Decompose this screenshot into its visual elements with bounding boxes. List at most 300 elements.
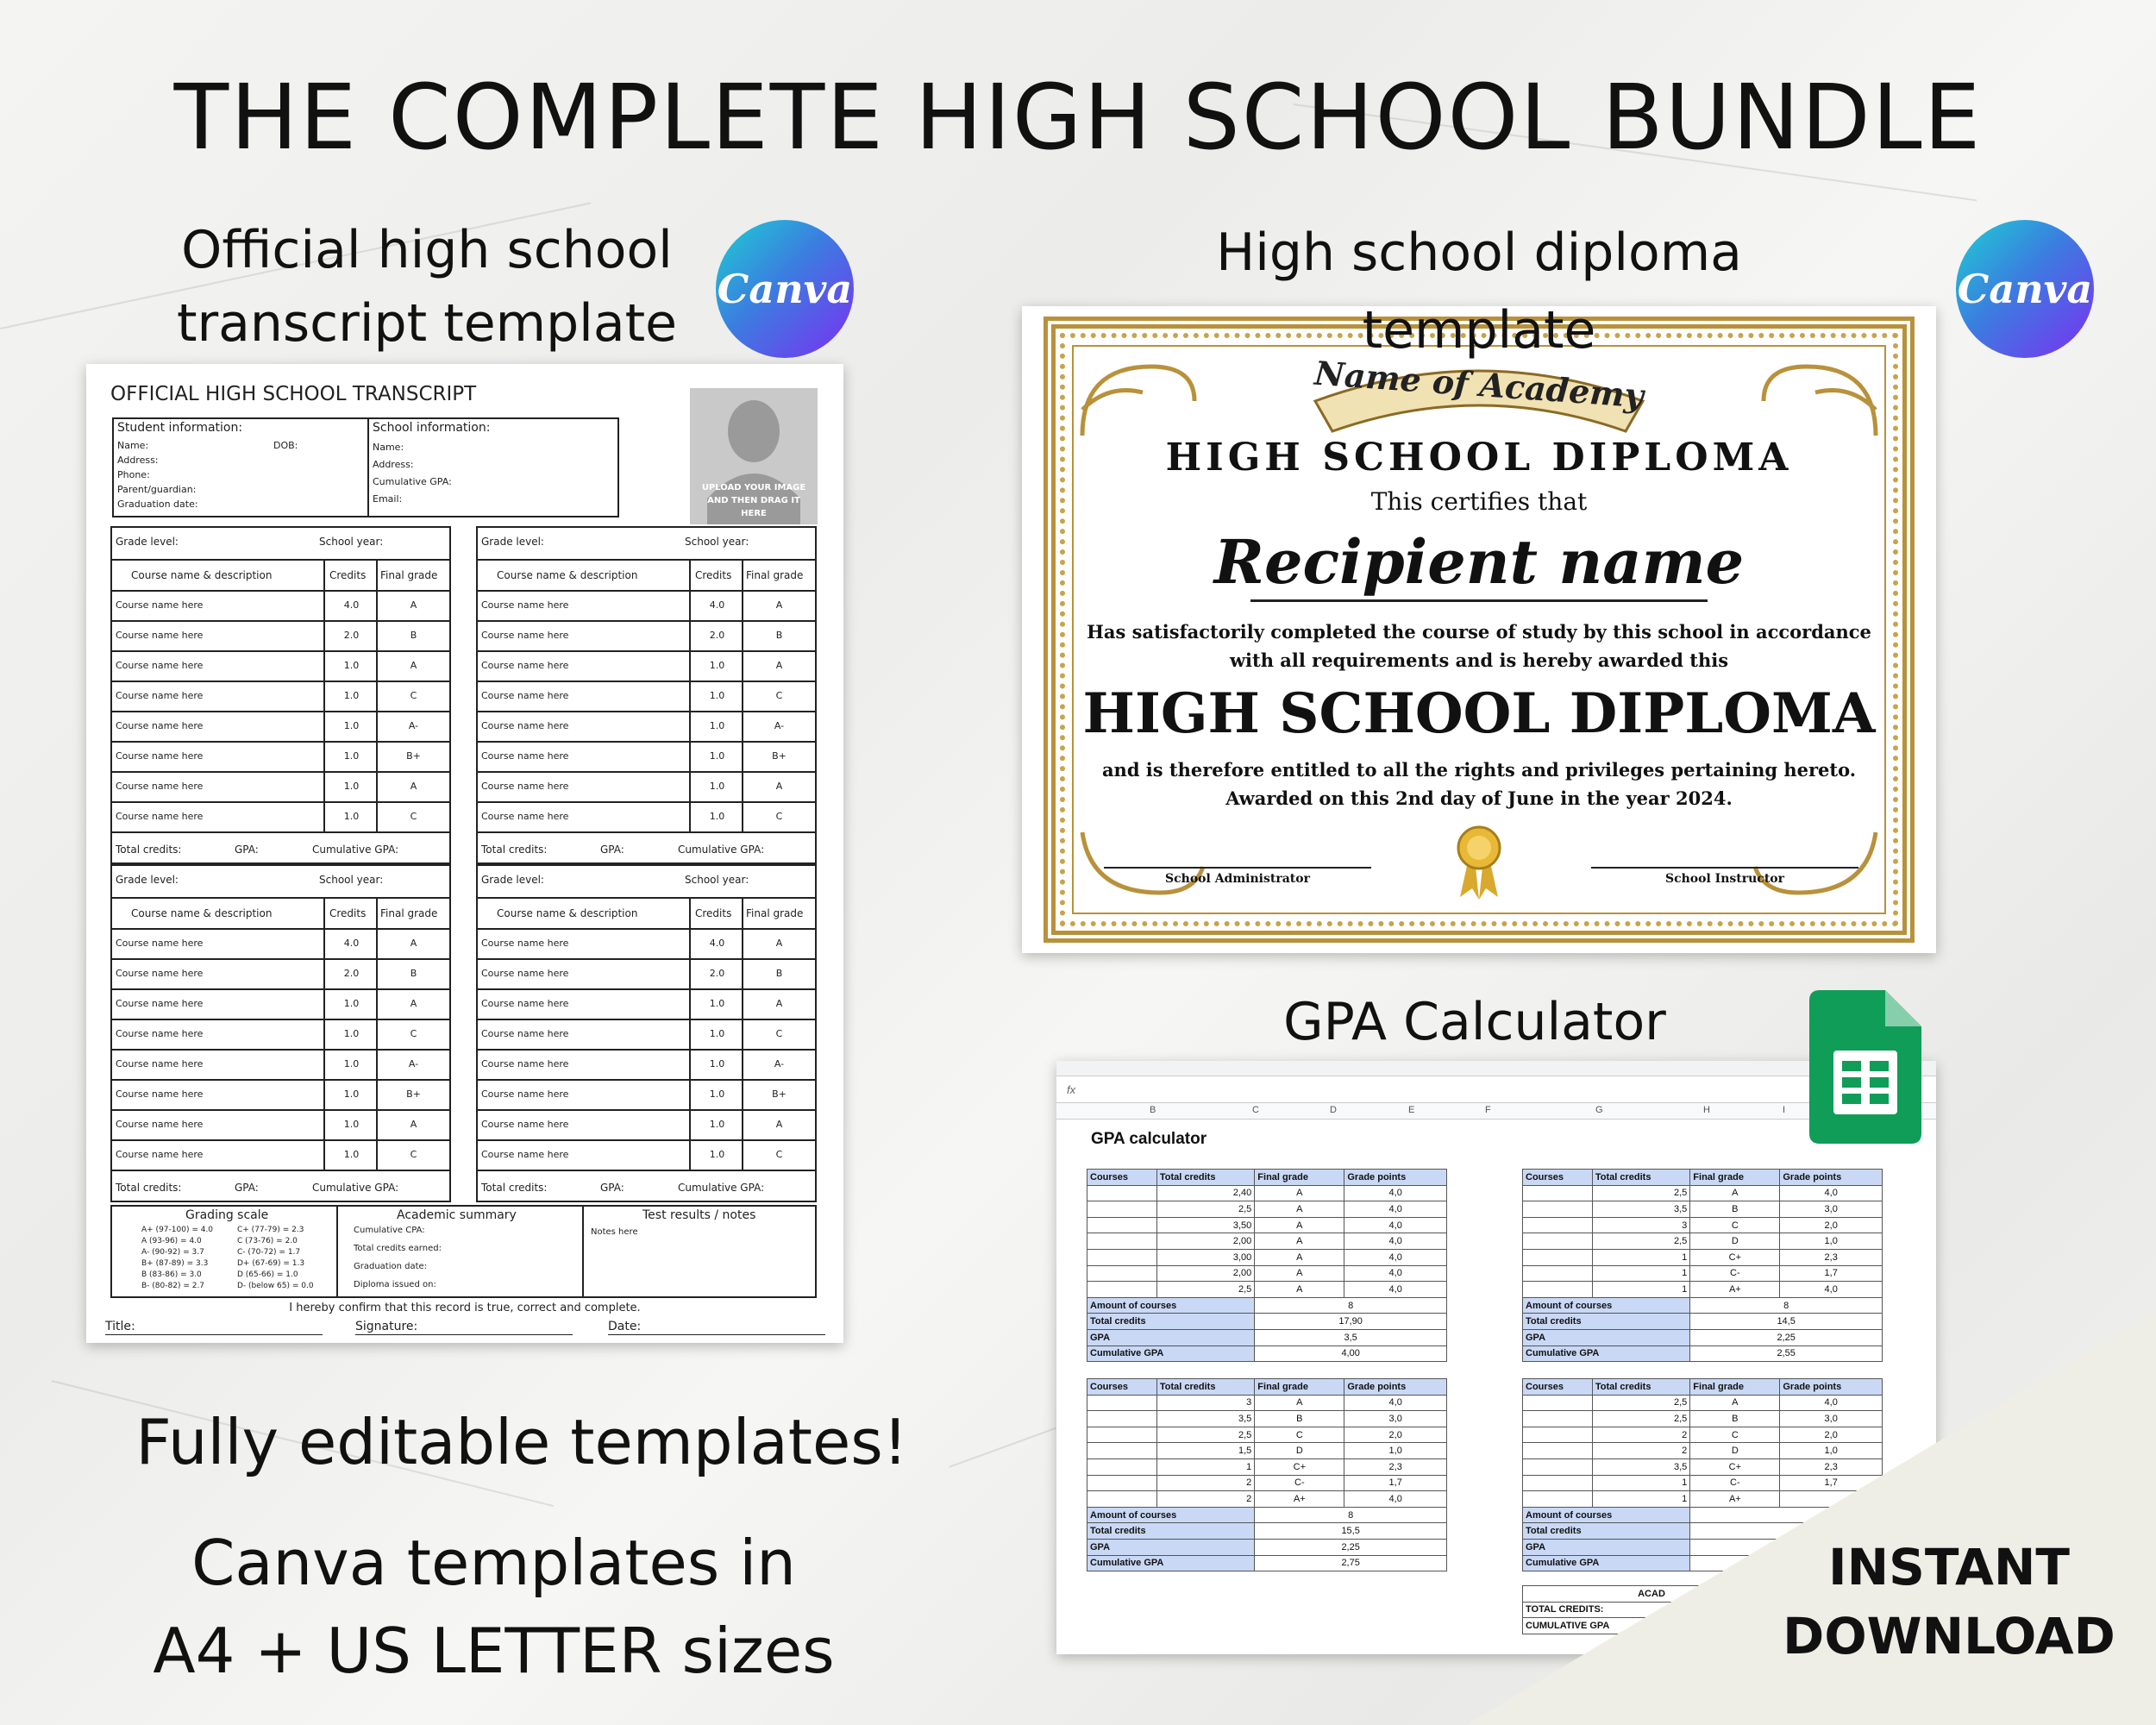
summary-label: GPA (1523, 1539, 1690, 1555)
course-grade: C (410, 690, 417, 701)
course-credits: 1.0 (709, 781, 725, 792)
value-cell: D (1255, 1443, 1344, 1459)
column-header: Total credits (1592, 1379, 1689, 1396)
course-credits: 4.0 (343, 938, 360, 949)
course-credits: 1.0 (709, 811, 725, 822)
course-credits: 1.0 (709, 660, 725, 671)
table-row (1087, 1282, 1447, 1298)
table-row (478, 1020, 815, 1051)
value-cell: A (1255, 1185, 1344, 1201)
value-cell: 4,0 (1344, 1185, 1447, 1201)
column-header: Courses (1087, 1379, 1157, 1396)
value-cell: 2 (1156, 1475, 1254, 1491)
summary-label: Cumulative GPA (1087, 1346, 1255, 1362)
value-cell: 3,0 (1344, 1411, 1447, 1427)
value-cell: 2,0 (1780, 1427, 1883, 1443)
course-credits: 1.0 (709, 720, 725, 731)
course-cell (1087, 1185, 1157, 1201)
course-name: Course name here (481, 660, 569, 671)
table-row (112, 743, 449, 773)
course-cell (1087, 1233, 1157, 1250)
value-cell: C (1690, 1427, 1780, 1443)
value-cell: 2,5 (1592, 1233, 1689, 1250)
course-name: Course name here (481, 630, 569, 641)
summary-value: 8 (1255, 1297, 1447, 1314)
course-credits: 1.0 (343, 811, 360, 822)
table-row (112, 1081, 449, 1111)
value-cell: 4,0 (1344, 1491, 1447, 1508)
course-name: Course name here (481, 599, 569, 611)
value-cell: 2,0 (1344, 1427, 1447, 1443)
value-cell: 2,5 (1592, 1185, 1689, 1201)
course-name: Course name here (481, 750, 569, 762)
course-name: Course name here (116, 1119, 204, 1130)
course-grade: C (775, 690, 783, 701)
course-name: Course name here (116, 630, 204, 641)
school-year-label: School year: (685, 874, 749, 886)
grade-level-label: Grade level: (481, 536, 544, 548)
grade-level-label: Grade level: (116, 536, 179, 548)
value-cell: 2 (1156, 1491, 1254, 1508)
course-credits: 1.0 (343, 1119, 360, 1130)
diploma-title: HIGH SCHOOL DIPLOMA (1165, 436, 1793, 480)
table-row (478, 622, 815, 652)
col-grade: Final grade (746, 569, 804, 581)
column-header: Total credits (1156, 1170, 1254, 1186)
total-credits-label: Total credits: (481, 1182, 548, 1194)
table-row (1523, 1265, 1883, 1282)
course-name: Course name here (116, 720, 204, 731)
course-grade: A (775, 781, 783, 792)
col-grade: Final grade (380, 569, 438, 581)
col-course: Course name & description (131, 907, 273, 919)
course-cell (1523, 1201, 1593, 1218)
table-row (112, 803, 449, 833)
transcript-heading: transcript template (176, 293, 678, 354)
course-credits: 1.0 (709, 1088, 725, 1100)
table-row (478, 960, 815, 990)
course-credits: 1.0 (709, 1028, 725, 1039)
gpa-label: GPA: (600, 1182, 624, 1194)
course-credits: 4.0 (709, 599, 725, 611)
course-name: Course name here (116, 1088, 204, 1100)
course-cell (1087, 1282, 1157, 1298)
value-cell: 3,50 (1156, 1217, 1254, 1233)
table-row (478, 803, 815, 833)
col-course: Course name & description (497, 907, 638, 919)
value-cell: 1,7 (1344, 1475, 1447, 1491)
col-credits: Credits (329, 569, 367, 581)
summary-value: 2,25 (1690, 1329, 1883, 1346)
course-grade: C (775, 1028, 783, 1039)
value-cell: C- (1255, 1475, 1344, 1491)
transcript-title: OFFICIAL HIGH SCHOOL TRANSCRIPT (110, 383, 477, 405)
value-cell: 4,0 (1344, 1233, 1447, 1250)
summary-label: Cumulative GPA (1087, 1555, 1255, 1571)
transcript-heading: Official high school (181, 220, 673, 280)
table-row (478, 990, 815, 1020)
table-row (478, 1051, 815, 1081)
value-cell: A (1255, 1217, 1344, 1233)
course-credits: 1.0 (709, 1149, 725, 1160)
column-header-row (1056, 1102, 1936, 1120)
value-cell: 2,3 (1780, 1458, 1883, 1475)
value-cell: 4,0 (1780, 1395, 1883, 1411)
table-row (478, 743, 815, 773)
col-grade: Final grade (746, 907, 804, 919)
column-letter: E (1408, 1105, 1415, 1115)
course-cell (1087, 1491, 1157, 1508)
course-name: Course name here (116, 1149, 204, 1160)
course-cell (1087, 1217, 1157, 1233)
col-course: Course name & description (497, 569, 638, 581)
scale-item: D (65-66) = 1.0 (237, 1270, 298, 1279)
scale-item: A (93-96) = 4.0 (141, 1237, 202, 1245)
column-letter: F (1485, 1105, 1491, 1115)
table-row (478, 1081, 815, 1111)
value-cell: A (1255, 1282, 1344, 1298)
summary-item: Total credits earned: (354, 1244, 442, 1253)
course-name: Course name here (481, 1119, 569, 1130)
column-header: Final grade (1690, 1170, 1780, 1186)
summary-label: GPA (1087, 1329, 1255, 1346)
table-row (112, 773, 449, 803)
course-credits: 1.0 (343, 1088, 360, 1100)
value-cell: 3,0 (1780, 1411, 1883, 1427)
summary-value: 4,00 (1255, 1346, 1447, 1362)
value-cell: 3,0 (1780, 1201, 1883, 1218)
table-row (112, 622, 449, 652)
google-sheets-icon (1809, 990, 1921, 1144)
value-cell: 1 (1156, 1458, 1254, 1475)
table-row (1087, 1411, 1447, 1427)
scale-item: B (83-86) = 3.0 (141, 1270, 202, 1279)
table-row (478, 773, 815, 803)
total-credits-label: Total credits: (116, 844, 182, 856)
page-title: THE COMPLETE HIGH SCHOOL BUNDLE (173, 65, 1983, 170)
summary-label: Amount of courses (1087, 1297, 1255, 1314)
scale-item: A+ (97-100) = 4.0 (141, 1226, 214, 1234)
value-cell: 1 (1592, 1265, 1689, 1282)
table-row (1087, 1458, 1447, 1475)
column-header: Courses (1523, 1379, 1593, 1396)
course-name: Course name here (116, 690, 204, 701)
course-grade: A (410, 998, 417, 1009)
gpa-table (1087, 1169, 1447, 1362)
course-grade: B+ (772, 1088, 787, 1100)
photo-placeholder[interactable]: UPLOAD YOUR IMAGE AND THEN DRAG IT HERE (690, 388, 818, 524)
canva-logo: Canva (1956, 220, 2094, 358)
table-row (1523, 1217, 1883, 1233)
value-cell: A+ (1690, 1282, 1780, 1298)
value-cell: B (1255, 1411, 1344, 1427)
value-cell: 2,5 (1156, 1282, 1254, 1298)
value-cell: 4,0 (1344, 1395, 1447, 1411)
summary-label: Amount of courses (1087, 1507, 1255, 1523)
cumulative-gpa-label: Cumulative GPA: (312, 1182, 399, 1194)
summary-label: Amount of courses (1523, 1297, 1690, 1314)
school-year-label: School year: (685, 536, 749, 548)
grade-block (110, 526, 451, 864)
column-header: Final grade (1255, 1379, 1344, 1396)
value-cell: C (1690, 1217, 1780, 1233)
instant-download-label: INSTANT (1828, 1538, 2070, 1596)
value-cell: 1,7 (1780, 1265, 1883, 1282)
course-name: Course name here (116, 968, 204, 979)
table-row (478, 682, 815, 712)
table-row (1087, 1201, 1447, 1218)
col-credits: Credits (329, 907, 367, 919)
scale-item: B- (80-82) = 2.7 (141, 1282, 205, 1290)
academic-totals: ACAD TOTAL CREDITS: CUMULATIVE GPA (1522, 1585, 1781, 1634)
academy-name: Name of Academy (1313, 353, 1645, 416)
course-name: Course name here (481, 968, 569, 979)
scale-item: D+ (67-69) = 1.3 (237, 1259, 305, 1268)
grade-block (476, 526, 817, 864)
course-cell (1523, 1217, 1593, 1233)
value-cell: 1,7 (1780, 1475, 1883, 1491)
value-cell: 1,0 (1344, 1443, 1447, 1459)
table-row (1087, 1185, 1447, 1201)
table-row (112, 930, 449, 960)
diploma-heading: High school diploma (1216, 223, 1742, 283)
table-row (1087, 1427, 1447, 1443)
column-letter: H (1703, 1105, 1710, 1115)
table-row (112, 592, 449, 622)
course-cell (1523, 1233, 1593, 1250)
summary-value: 14,5 (1690, 1314, 1883, 1330)
scale-item: C- (70-72) = 1.7 (237, 1248, 301, 1257)
summary-value: 15,5 (1255, 1523, 1447, 1540)
value-cell: B (1690, 1201, 1780, 1218)
course-credits: 1.0 (343, 1149, 360, 1160)
column-letter: G (1595, 1105, 1603, 1115)
column-header: Final grade (1255, 1170, 1344, 1186)
table-row (1087, 1233, 1447, 1250)
value-cell: 4,0 (1344, 1217, 1447, 1233)
diploma-template: Name of Academy HIGH SCHOOL DIPLOMA This certifies that Recipient name Has satisfactorily completed the course of study by this school in accordance with all requirements and is hereby awarded this HIGH SCHOOL DIPLOMA and is therefore entitled to all the rights and privileges pertaining hereto. Awarded on this 2nd day of June in the year 2024. School Administrator School Instructor (1022, 306, 1936, 953)
summary-label: Total credits (1087, 1314, 1255, 1330)
canva-logo: Canva (716, 220, 854, 358)
column-header: Grade points (1344, 1170, 1447, 1186)
value-cell: 2,00 (1156, 1265, 1254, 1282)
scale-item: D- (below 65) = 0.0 (237, 1282, 314, 1290)
value-cell: A+ (1255, 1491, 1344, 1508)
col-grade: Final grade (380, 907, 438, 919)
scale-item: B+ (87-89) = 3.3 (141, 1259, 209, 1268)
value-cell: A (1690, 1395, 1780, 1411)
column-header: Courses (1087, 1170, 1157, 1186)
course-credits: 1.0 (343, 781, 360, 792)
course-credits: 1.0 (343, 750, 360, 762)
course-name: Course name here (481, 1149, 569, 1160)
course-credits: 2.0 (709, 968, 725, 979)
course-grade: A- (774, 1058, 785, 1070)
course-name: Course name here (481, 690, 569, 701)
grade-block (110, 864, 451, 1202)
course-cell (1087, 1249, 1157, 1265)
course-grade: C (410, 811, 417, 822)
diploma-heading: template (1362, 300, 1596, 361)
value-cell: A (1255, 1265, 1344, 1282)
scale-item: C (73-76) = 2.0 (237, 1237, 298, 1245)
table-row (1087, 1217, 1447, 1233)
course-credits: 1.0 (343, 1028, 360, 1039)
cumulative-gpa-label: Cumulative GPA: (678, 844, 765, 856)
sizes-text: Canva templates in (191, 1527, 796, 1599)
course-credits: 1.0 (709, 998, 725, 1009)
course-cell (1523, 1249, 1593, 1265)
value-cell: C (1255, 1427, 1344, 1443)
table-row (1087, 1475, 1447, 1491)
course-credits: 1.0 (709, 750, 725, 762)
gpa-table (1087, 1378, 1447, 1571)
value-cell: 2,5 (1592, 1411, 1689, 1427)
value-cell: 2,3 (1344, 1458, 1447, 1475)
table-row (1087, 1249, 1447, 1265)
course-grade: C (775, 811, 783, 822)
course-name: Course name here (116, 938, 204, 949)
summary-value: 8 (1690, 1297, 1883, 1314)
value-cell: 1 (1592, 1249, 1689, 1265)
table-row (478, 592, 815, 622)
course-credits: 1.0 (343, 660, 360, 671)
summary-value: 8 (1255, 1507, 1447, 1523)
table-row (478, 712, 815, 743)
value-cell: 1 (1592, 1282, 1689, 1298)
value-cell: C+ (1690, 1458, 1780, 1475)
value-cell: 3 (1156, 1395, 1254, 1411)
column-letter: B (1150, 1105, 1156, 1115)
table-row (1087, 1491, 1447, 1508)
table-row (112, 1051, 449, 1081)
course-cell (1087, 1475, 1157, 1491)
course-grade: C (410, 1149, 417, 1160)
summary-item: Graduation date: (354, 1262, 428, 1271)
table-row (478, 652, 815, 682)
table-row (112, 1111, 449, 1141)
summary-value: 2,25 (1255, 1539, 1447, 1555)
table-row (1087, 1443, 1447, 1459)
value-cell: 2,00 (1156, 1233, 1254, 1250)
sizes-text: A4 + US LETTER sizes (153, 1615, 835, 1687)
value-cell: D (1690, 1443, 1780, 1459)
value-cell: 1 (1592, 1491, 1689, 1508)
summary-value: 17,90 (1255, 1314, 1447, 1330)
course-name: Course name here (481, 781, 569, 792)
course-name: Course name here (116, 1058, 204, 1070)
course-grade: B (410, 630, 417, 641)
column-letter: D (1330, 1105, 1337, 1115)
course-cell (1087, 1201, 1157, 1218)
diploma-award: HIGH SCHOOL DIPLOMA (1082, 681, 1876, 746)
course-cell (1087, 1443, 1157, 1459)
summary-item: Cumulative CPA: (354, 1226, 425, 1235)
value-cell: A+ (1690, 1491, 1780, 1508)
column-header: Courses (1523, 1170, 1593, 1186)
table-row (112, 960, 449, 990)
course-credits: 1.0 (709, 1058, 725, 1070)
summary-value: 3,5 (1255, 1329, 1447, 1346)
course-grade: A (775, 599, 783, 611)
summary-value: 2,55 (1690, 1346, 1883, 1362)
course-credits: 2.0 (709, 630, 725, 641)
value-cell: 4,0 (1344, 1201, 1447, 1218)
course-grade: A (775, 998, 783, 1009)
course-grade: C (410, 1028, 417, 1039)
value-cell: A (1690, 1185, 1780, 1201)
value-cell: 2,5 (1156, 1201, 1254, 1218)
table-row (1523, 1185, 1883, 1201)
value-cell: 4,0 (1780, 1185, 1883, 1201)
course-name: Course name here (481, 1088, 569, 1100)
course-credits: 4.0 (709, 938, 725, 949)
cumulative-gpa-label: Cumulative GPA: (678, 1182, 765, 1194)
value-cell: 4,0 (1344, 1265, 1447, 1282)
value-cell: 2,5 (1156, 1427, 1254, 1443)
course-grade: A (410, 938, 417, 949)
course-cell (1087, 1411, 1157, 1427)
course-cell (1087, 1395, 1157, 1411)
column-header: Grade points (1344, 1379, 1447, 1396)
total-credits-label: Total credits: (116, 1182, 182, 1194)
value-cell: C- (1690, 1475, 1780, 1491)
sheet-title: GPA calculator (1091, 1130, 1207, 1148)
course-name: Course name here (481, 811, 569, 822)
course-name: Course name here (481, 938, 569, 949)
value-cell: D (1690, 1233, 1780, 1250)
course-grade: A (410, 781, 417, 792)
summary-label: Total credits (1523, 1314, 1690, 1330)
course-name: Course name here (481, 1058, 569, 1070)
course-grade: B (410, 968, 417, 979)
course-name: Course name here (116, 1028, 204, 1039)
summary-label: Total credits (1087, 1523, 1255, 1540)
value-cell: 1,0 (1780, 1443, 1883, 1459)
table-row (1087, 1395, 1447, 1411)
course-credits: 1.0 (343, 690, 360, 701)
course-credits: 4.0 (343, 599, 360, 611)
course-cell (1087, 1265, 1157, 1282)
value-cell: 2,0 (1780, 1217, 1883, 1233)
scale-item: A- (90-92) = 3.7 (141, 1248, 204, 1257)
gpa-label: GPA: (235, 1182, 259, 1194)
course-grade: A (775, 1119, 783, 1130)
summary-box: Grading scale Academic summary Test results / notes Notes here A+ (97-100) = 4.0 A (93-96) = 4.0 A- (90-92) = 3.7 B+ (87-89) = 3.3 B (83-86) = 3.0 B- (80-82) = 2.7 C+ (77-79) = 2.3 C (73-76) = 2.0 C- (70-72) = 1.7 D+ (67-69) = 1.3 D (65-66) = 1.0 D- (below 65) = 0.0 Cumulative CPA: Total credits earned: Graduation date: Diploma issued on: (110, 1205, 817, 1298)
total-credits-label: Total credits: (481, 844, 548, 856)
table-row (1523, 1249, 1883, 1265)
gold-seal-icon (1453, 824, 1505, 901)
table-row (112, 1020, 449, 1051)
value-cell: C+ (1255, 1458, 1344, 1475)
value-cell: 1,0 (1780, 1233, 1883, 1250)
course-cell (1523, 1185, 1593, 1201)
table-row (1523, 1201, 1883, 1218)
course-name: Course name here (481, 720, 569, 731)
recipient-name: Recipient name (1213, 526, 1745, 598)
column-letter: I (1783, 1105, 1786, 1115)
gpa-spreadsheet: fx B C D E F G H I GPA calculator Courses Total credits Final grade Grade points 2,40 A 4,0 2,5 A 4,0 3,50 A 4,0 2,00 A 4,0 3,00 A 4,0 2,00 A 4,0 2,5 A 4,0 Amount of courses 8 Total credits 17,90 GPA 3,5 Cumulative GPA 4,00 Courses Total credits Final grade Grade points 2,5 A 4,0 3,5 B 3,0 3 C 2,0 2,5 D 1,0 1 C+ 2,3 1 C- 1,7 1 A+ 4,0 Amount of courses 8 Total credits 14,5 GPA 2,25 Cumulative GPA 2,55 Courses Total credits Final grade Grade points 3 A 4,0 3,5 B 3,0 2,5 C 2,0 1,5 D 1,0 1 C+ 2,3 2 C- 1,7 2 A+ 4,0 Amount of courses 8 Total credits 15,5 GPA 2,25 Cumulative GPA 2,75 Courses Total credits Final grade Grade points 2,5 A 4,0 2,5 B 3,0 2 C 2,0 2 D 1,0 3,5 C+ 2,3 1 C- 1,7 1 A+ Amount of courses Total credits GPA Cumulative GPA ACAD TOTAL CREDITS: CUMULATIVE GPA (1056, 1061, 1936, 1654)
course-grade: B (775, 630, 783, 641)
course-grade: A- (408, 720, 419, 731)
col-course: Course name & description (131, 569, 273, 581)
gpa-label: GPA: (235, 844, 259, 856)
school-year-label: School year: (319, 874, 384, 886)
value-cell: 3,5 (1156, 1411, 1254, 1427)
value-cell: 2,40 (1156, 1185, 1254, 1201)
col-credits: Credits (695, 907, 732, 919)
course-name: Course name here (116, 781, 204, 792)
